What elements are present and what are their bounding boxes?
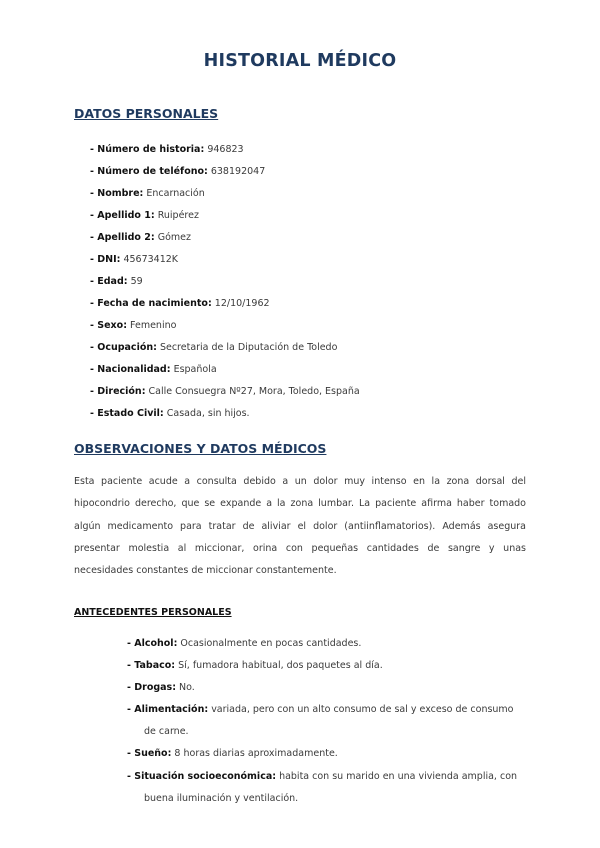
list-item: [90, 205, 360, 227]
list-item: [90, 403, 360, 425]
item-label: - Ocupación:: [90, 342, 157, 353]
observaciones-heading: OBSERVACIONES Y DATOS MÉDICOS: [74, 441, 327, 456]
list-item: [90, 381, 360, 403]
list-item: [127, 633, 527, 655]
item-value: Ruipérez: [157, 210, 199, 221]
list-item: [90, 315, 360, 337]
item-label: - Direción:: [90, 386, 146, 397]
item-label: - Estado Civil:: [90, 408, 164, 419]
datos-personales-list: [90, 139, 360, 425]
item-value: 946823: [207, 144, 244, 155]
document-title: HISTORIAL MÉDICO: [203, 51, 397, 71]
antecedentes-heading: ANTECEDENTES PERSONALES: [74, 607, 232, 618]
item-label: - Alimentación:: [127, 704, 209, 716]
item-label: - Apellido 1:: [90, 210, 155, 221]
list-item: [90, 337, 360, 359]
item-value: Encarnación: [146, 188, 205, 199]
item-label: - Número de teléfono:: [90, 166, 208, 177]
item-label: - Número de historia:: [90, 144, 205, 155]
item-value: habita con su marido en una vivienda amplia, con buena iluminación y ventilación.: [144, 770, 518, 804]
item-label: - Nacionalidad:: [90, 364, 171, 375]
item-value: Gómez: [157, 232, 191, 243]
item-label: - Fecha de nacimiento:: [90, 298, 212, 309]
item-value: 638192047: [210, 166, 266, 177]
list-item: [90, 161, 360, 183]
item-label: - Sueño:: [127, 748, 172, 760]
list-item: [127, 699, 527, 743]
list-item: [127, 743, 527, 765]
item-label: - Situación socioeconómica:: [127, 770, 277, 782]
datos-personales-heading: DATOS PERSONALES: [74, 106, 219, 121]
list-item: [127, 677, 527, 699]
list-item: [90, 227, 360, 249]
item-value: Calle Consuegra Nº27, Mora, Toledo, España: [148, 386, 360, 397]
antecedentes-list: [127, 633, 527, 810]
item-value: 45673412K: [123, 254, 179, 265]
observaciones-paragraph: Esta paciente acude a consulta debido a un dolor muy intenso en la zona dorsal del hipocondrio derecho, que se expande a la zona lumbar. La paciente afirma haber tomado algún medicamento para tratar de aliviar el dolor (antiinflamatorios). Además asegura presentar molestia al miccionar, orina con pequeñas cantidades de sangre y unas necesidades constantes de miccionar constantemente.: [74, 476, 526, 577]
list-item: [127, 766, 527, 810]
item-value: Femenino: [130, 320, 177, 331]
item-value: 59: [130, 276, 143, 287]
item-label: - Apellido 2:: [90, 232, 155, 243]
item-label: - Sexo:: [90, 320, 127, 331]
list-item: [90, 293, 360, 315]
item-label: - Alcohol:: [127, 638, 178, 649]
list-item: [90, 139, 360, 161]
item-label: - DNI:: [90, 254, 121, 265]
item-label: - Edad:: [90, 276, 128, 287]
item-value: Sí, fumadora habitual, dos paquetes al día.: [178, 660, 383, 672]
item-label: - Drogas:: [127, 682, 177, 694]
list-item: [90, 271, 360, 293]
item-value: Secretaria de la Diputación de Toledo: [159, 342, 338, 353]
item-label: - Tabaco:: [127, 660, 176, 672]
item-value: 8 horas diarias aproximadamente.: [174, 748, 338, 760]
list-item: [90, 359, 360, 381]
item-value: variada, pero con un alto consumo de sal y exceso de consumo de carne.: [144, 704, 514, 738]
list-item: [127, 655, 527, 677]
list-item: [90, 249, 360, 271]
list-item: [90, 183, 360, 205]
item-value: 12/10/1962: [214, 298, 270, 309]
item-label: - Nombre:: [90, 188, 144, 199]
item-value: Casada, sin hijos.: [166, 408, 250, 419]
item-value: Española: [173, 364, 217, 375]
item-value: No.: [179, 682, 195, 694]
item-value: Ocasionalmente en pocas cantidades.: [180, 638, 362, 649]
